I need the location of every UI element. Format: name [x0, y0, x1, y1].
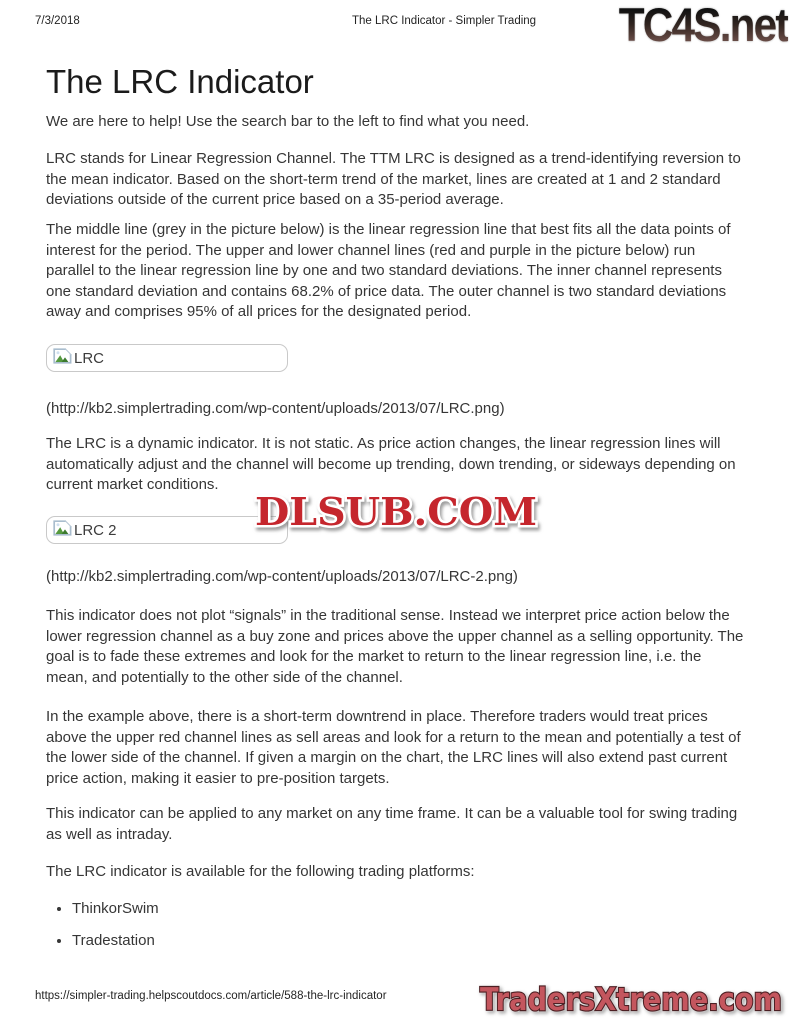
- image-link-url-2: (http://kb2.simplertrading.com/wp-content/uploads/2013/07/LRC-2.png): [46, 568, 518, 585]
- tradersxtreme-watermark: [474, 972, 789, 1024]
- broken-image-icon: [53, 348, 72, 369]
- list-item-thinkorswim: • ThinkorSwim: [72, 899, 159, 920]
- print-footer-url: https://simpler-trading.helpscoutdocs.com/article/588-the-lrc-indicator: [35, 990, 387, 1002]
- paragraph-intro: We are here to help! Use the search bar to the left to find what you need.: [46, 113, 530, 130]
- paragraph-middle-line: The middle line (grey in the picture below) is the linear regression line that best fits all the data points of interest for the period. The upper and lower channel lines (red and purple in the picture below) run parallel to the linear regression line by one and two standard deviations. The inner channel represents one standard deviation and contains 68.2% of price data. The outer channel is two standard deviations away and comprises 95% of all prices for the designated period.: [46, 221, 731, 320]
- paragraph-platforms-heading: The LRC indicator is available for the following trading platforms:: [46, 863, 475, 880]
- list-item-tradestation: • Tradestation: [72, 931, 159, 952]
- image-alt-text: LRC 2: [74, 521, 117, 539]
- paragraph-example: In the example above, there is a short-term downtrend in place. Therefore traders would treat prices above the upper red channel lines as sell areas and look for a return to the mean and potentially a test of the lower side of the channel. If given a margin on the chart, the LRC lines will also extend past current price action, making it easier to pre-position targets.: [46, 708, 741, 787]
- dlsub-watermark: [246, 485, 546, 537]
- image-link-url-1: (http://kb2.simplertrading.com/wp-content/uploads/2013/07/LRC.png): [46, 400, 505, 417]
- paragraph-signals: This indicator does not plot “signals” in the traditional sense. Instead we interpret price action below the lower regression channel as a buy zone and prices above the upper channel as a selling opportunity. The goal is to fade these extremes and look for the market to return to the linear regression line, i.e. the mean, and potentially to the other side of the channel.: [46, 607, 744, 686]
- print-date: 7/3/2018: [35, 15, 80, 27]
- print-document-title: The LRC Indicator - Simpler Trading: [352, 15, 537, 27]
- paragraph-any-market: This indicator can be applied to any market on any time frame. It can be a valuable tool for swing trading as well as intraday.: [46, 805, 738, 843]
- paragraph-lrc-stands: LRC stands for Linear Regression Channel. The TTM LRC is designed as a trend-identifying reversion to the mean indicator. Based on the short-term trend of the market, lines are created at 1 and 2 standard deviations outside of the current price based on a 35-period average.: [46, 150, 741, 208]
- platform-list: [46, 899, 159, 962]
- image-alt-text: LRC: [74, 349, 105, 367]
- tradersxtreme-watermark-text: TradersXtreme.com: [480, 982, 782, 1018]
- dlsub-watermark-text: DLSUB.COM: [254, 489, 537, 534]
- broken-image-placeholder-lrc: [46, 344, 288, 372]
- paragraph-dynamic: The LRC is a dynamic indicator. It is not static. As price action changes, the linear regression lines will automatically adjust and the channel will become up trending, down trending, or sideways depending on current market conditions.: [46, 435, 736, 493]
- page-title: The LRC Indicator: [46, 63, 314, 100]
- broken-image-icon: [53, 520, 72, 541]
- tc4s-watermark-logo: TC4S.net: [619, 0, 788, 51]
